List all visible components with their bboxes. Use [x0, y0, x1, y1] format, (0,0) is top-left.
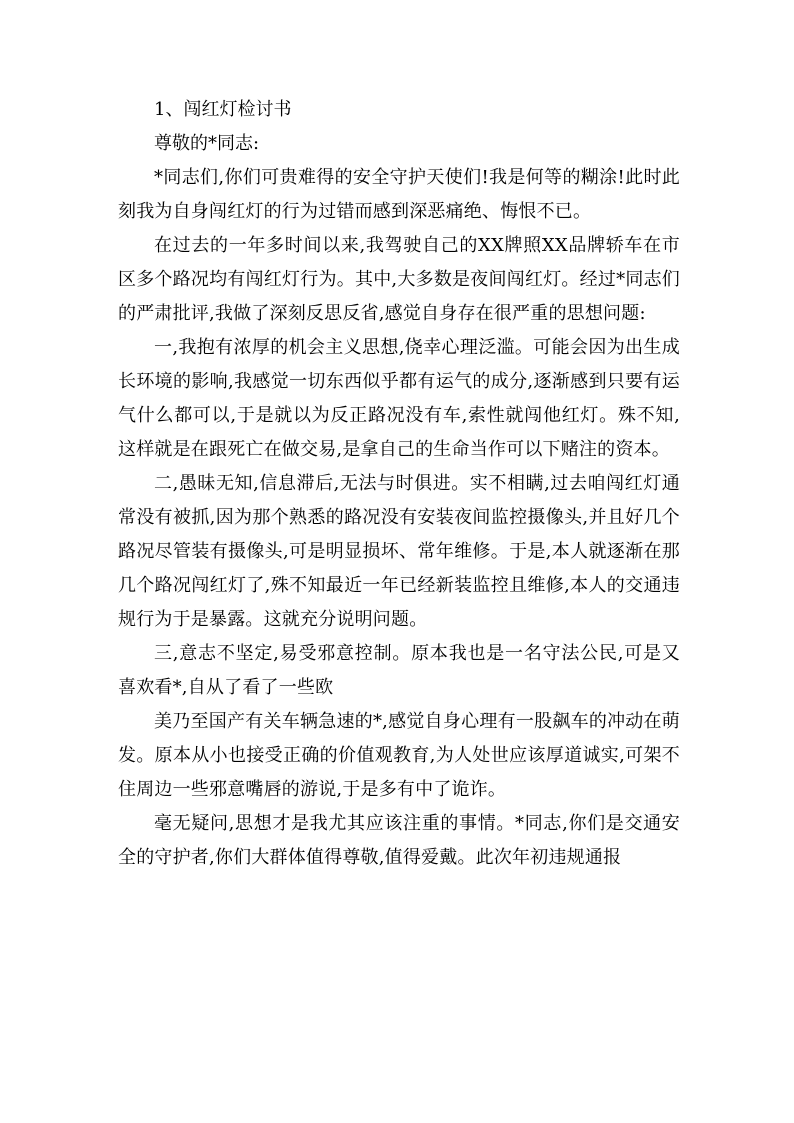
paragraph-point-three-continued: 美乃至国产有关车辆急速的*,感觉自身心理有一股飙车的冲动在萌发。原本从小也接受正确的价值观教育,为人处世应该厚道诚实,可架不住周边一些邪意嘴唇的游说,于是多有中了诡诈。 — [118, 711, 680, 800]
document-title: 1、闯红灯检讨书 — [154, 99, 292, 120]
paragraph-point-one: 一,我抱有浓厚的机会主义思想,侥幸心理泛滥。可能会因为出生成长环境的影响,我感觉一切东西似乎都有运气的成分,逐渐感到只要有运气什么都可以,于是就以为反正路况没有车,索性就闯他红灯。殊不知,这样就是在跟死亡在做交易,是拿自己的生命当作可以下赌注的资本。 — [118, 337, 680, 460]
paragraph-opening: *同志们,你们可贵难得的安全守护天使们!我是何等的糊涂!此时此刻我为自身闯红灯的行为过错而感到深恶痛绝、悔恨不已。 — [118, 167, 680, 222]
paragraph-point-two: 二,愚昧无知,信息滞后,无法与时俱进。实不相瞒,过去咱闯红灯通常没有被抓,因为那个熟悉的路况没有安装夜间监控摄像头,并且好几个路况尽管装有摄像头,可是明显损坏、常年维修。于是,本人就逐渐在那几个路况闯红灯了,殊不知最近一年已经新装监控且维修,本人的交通违规行为于是暴露。这就充分说明问题。 — [118, 473, 680, 630]
paragraph-conclusion: 毫无疑问,思想才是我尤其应该注重的事情。*同志,你们是交通安全的守护者,你们大群体值得尊敬,值得爱戴。此次年初违规通报 — [118, 813, 680, 868]
greeting-line: 尊敬的*同志: — [154, 133, 260, 154]
paragraph-point-three: 三,意志不坚定,易受邪意控制。原本我也是一名守法公民,可是又喜欢看*,自从了看了一些欧 — [118, 643, 680, 698]
document-body — [118, 93, 680, 875]
paragraph-background: 在过去的一年多时间以来,我驾驶自己的XX牌照XX品牌轿车在市区多个路况均有闯红灯行为。其中,大多数是夜间闯红灯。经过*同志们的严肃批评,我做了深刻反思反省,感觉自身存在很严重的思想问题: — [118, 235, 680, 324]
